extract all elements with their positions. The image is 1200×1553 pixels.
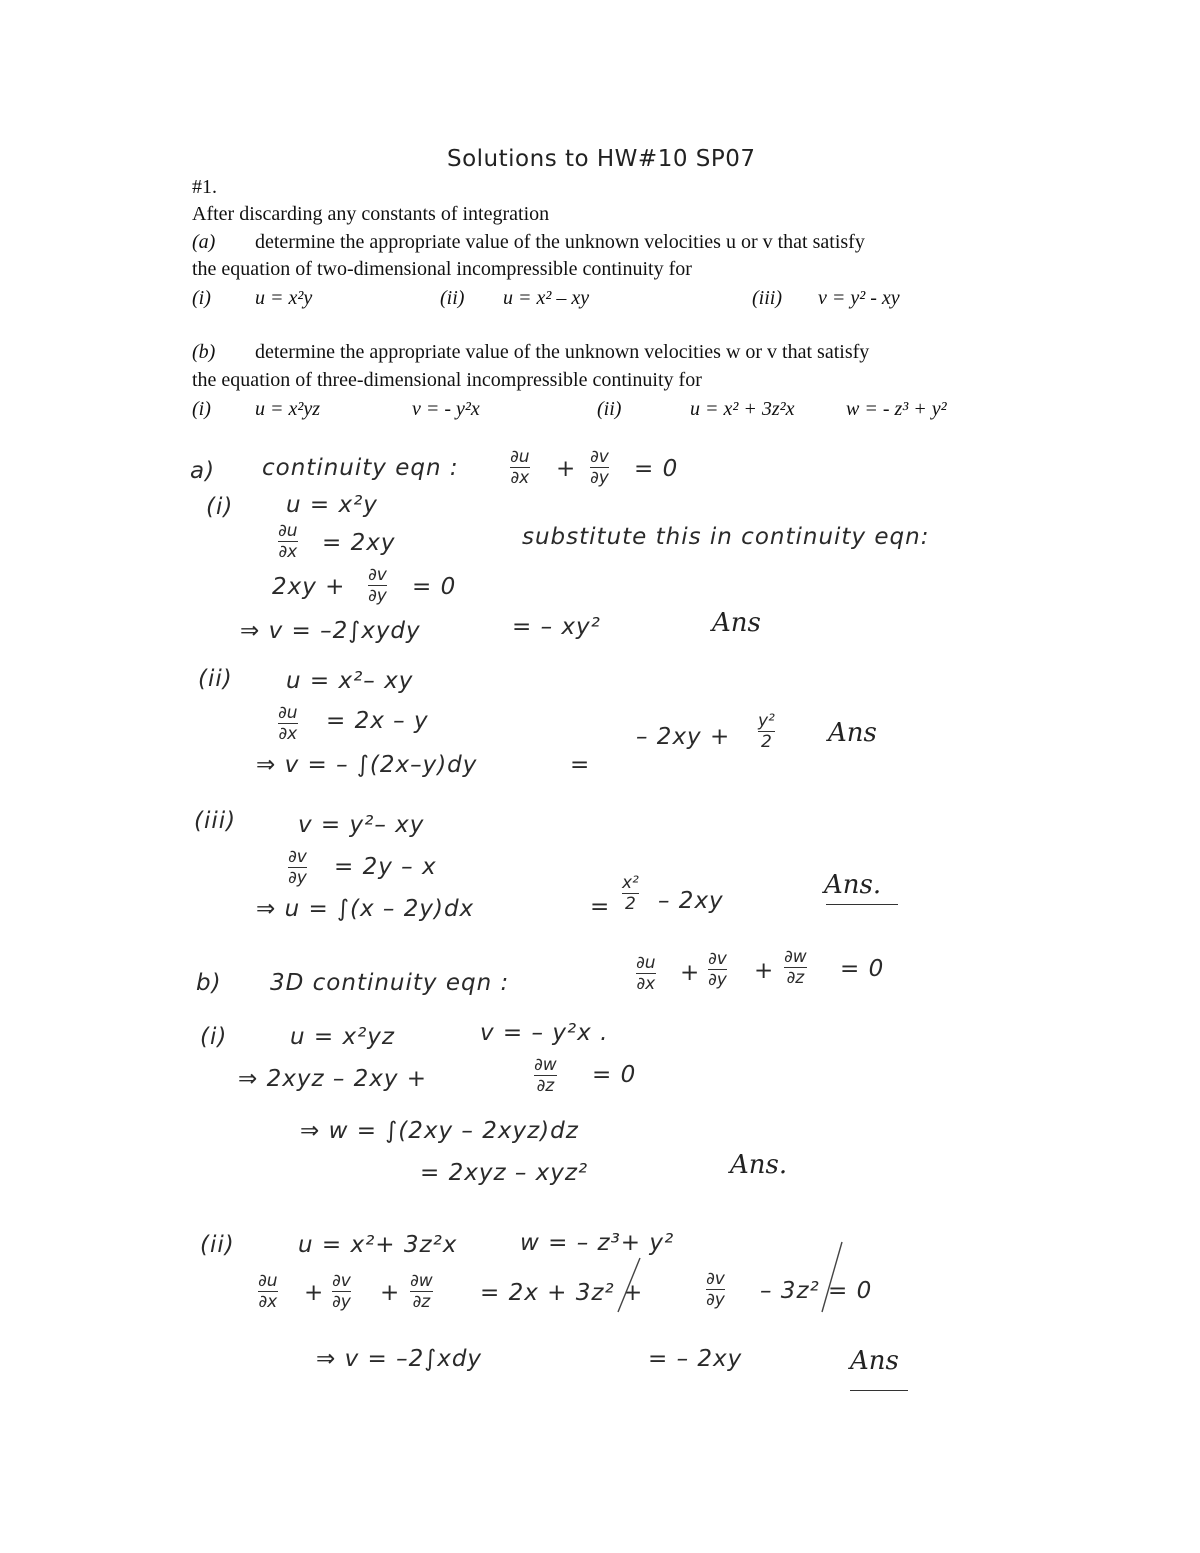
derivative-dv-dy: [332, 1272, 351, 1311]
numerator: ∂v: [332, 1271, 351, 1291]
part-a-ii-label: (ii): [440, 287, 465, 309]
cancel-strike-marks: [600, 1238, 860, 1318]
solution-b-ii-result: = – 2xy: [648, 1346, 743, 1372]
part-b-text-2: the equation of three-dimensional incompressible continuity for: [192, 369, 702, 391]
part-b-label: (b): [192, 341, 216, 363]
solution-a-iii-line3: ⇒ u = ∫(x – 2y)dx: [256, 896, 475, 922]
problem-number: #1.: [192, 176, 217, 198]
denominator: ∂x: [636, 974, 656, 994]
solution-a-iii-line1: v = y²– xy: [298, 812, 425, 838]
solution-a-iii-result: – 2xy: [658, 888, 724, 914]
part-b-i-label: (i): [192, 398, 211, 420]
solution-a-label: a): [190, 458, 216, 484]
solution-b-ii-tail: – 3z² = 0: [760, 1278, 873, 1304]
plus-sign: +: [754, 958, 775, 984]
solution-a-ii-result: – 2xy +: [636, 724, 731, 750]
answer-mark: Ans: [712, 608, 761, 638]
derivative-du-dx: [278, 522, 298, 561]
denominator: ∂y: [590, 468, 609, 488]
solution-a-iii-label: (iii): [194, 808, 237, 834]
solution-b-i-u: u = x²yz: [290, 1024, 395, 1050]
numerator: y²: [758, 711, 775, 731]
answer-mark: Ans: [828, 718, 877, 748]
solution-a-i-line3b: = 0: [412, 574, 457, 600]
numerator: x²: [622, 873, 639, 893]
plus-sign: +: [304, 1280, 325, 1306]
part-b-i-equation-u: u = x²yz: [255, 398, 321, 420]
solution-a-i-line4: ⇒ v = –2∫xydy: [240, 618, 421, 644]
denominator: ∂z: [536, 1076, 555, 1096]
solution-b-ii-label: (ii): [200, 1232, 235, 1258]
equals-sign: =: [570, 752, 591, 778]
numerator: ∂u: [258, 1271, 278, 1291]
derivative-dv-dy: [590, 448, 609, 487]
denominator: ∂x: [278, 724, 298, 744]
denominator: ∂z: [786, 968, 805, 988]
answer-mark: Ans.: [824, 870, 882, 900]
numerator: ∂w: [784, 947, 807, 967]
solution-b-heading: 3D continuity eqn :: [270, 970, 510, 996]
answer-mark: Ans: [850, 1346, 899, 1376]
solution-a-ii-line1: u = x²– xy: [286, 668, 414, 694]
solution-a-heading: continuity eqn :: [262, 455, 459, 481]
solution-b-ii-w: w = – z³+ y²: [520, 1230, 675, 1256]
numerator: ∂u: [636, 953, 656, 973]
fraction-y-squared-over-2: [758, 712, 775, 751]
part-b-ii-label: (ii): [597, 398, 622, 420]
part-a-text-2: the equation of two-dimensional incompressible continuity for: [192, 258, 692, 280]
solution-b-i-line2-rhs: = 0: [592, 1062, 637, 1088]
derivative-du-dx: [510, 448, 530, 487]
solution-a-i-note: substitute this in continuity eqn:: [522, 524, 930, 550]
solution-b-i-v: v = – y²x .: [480, 1020, 609, 1046]
numerator: ∂u: [278, 703, 298, 723]
problem-intro: After discarding any constants of integration: [192, 203, 550, 225]
part-a-iii-label: (iii): [752, 287, 782, 309]
solution-a-i-line3a: 2xy +: [272, 574, 346, 600]
plus-sign: +: [556, 456, 577, 482]
derivative-dw-dz: [410, 1272, 433, 1311]
denominator: 2: [625, 894, 636, 914]
derivative-dv-dy: [368, 566, 387, 605]
denominator: ∂y: [368, 586, 387, 606]
part-b-ii-equation-w: w = - z³ + y²: [846, 398, 947, 420]
numerator: ∂v: [706, 1269, 725, 1289]
part-a-text: determine the appropriate value of the unknown velocities u or v that satisfy: [255, 231, 865, 253]
solution-a-i-line2: = 2xy: [322, 530, 396, 556]
solution-a-i-label: (i): [206, 494, 234, 520]
solution-b-ii-middle: = 2x + 3z² +: [480, 1280, 644, 1306]
solution-a-i-result: = – xy²: [512, 614, 601, 640]
numerator: ∂v: [288, 847, 307, 867]
part-a-ii-equation: u = x² – xy: [503, 287, 590, 309]
fraction-x-squared-over-2: [622, 874, 639, 913]
solution-b-i-label: (i): [200, 1024, 228, 1050]
denominator: ∂x: [258, 1292, 278, 1312]
equals-zero: = 0: [840, 956, 885, 982]
derivative-dv-dy: [288, 848, 307, 887]
derivative-du-dx: [278, 704, 298, 743]
numerator: ∂u: [278, 521, 298, 541]
equals-zero: = 0: [634, 456, 679, 482]
solution-b-i-line2: ⇒ 2xyz – 2xy +: [238, 1066, 428, 1092]
answer-underline: [850, 1390, 908, 1391]
solution-a-i-line1: u = x²y: [286, 492, 378, 518]
equals-sign: =: [590, 894, 611, 920]
denominator: ∂y: [332, 1292, 351, 1312]
solution-b-i-line4: = 2xyz – xyz²: [420, 1160, 589, 1186]
solution-b-ii-line3: ⇒ v = –2∫xdy: [316, 1346, 483, 1372]
numerator: ∂v: [590, 447, 609, 467]
derivative-du-dx: [258, 1272, 278, 1311]
answer-underline: [826, 904, 898, 905]
denominator: ∂x: [510, 468, 530, 488]
part-a-i-equation: u = x²y: [255, 287, 313, 309]
numerator: ∂u: [510, 447, 530, 467]
solution-a-iii-line2: = 2y – x: [334, 854, 437, 880]
part-a-label: (a): [192, 231, 216, 253]
numerator: ∂w: [410, 1271, 433, 1291]
page-title: Solutions to HW#10 SP07: [447, 146, 756, 172]
part-a-i-label: (i): [192, 287, 211, 309]
part-b-text: determine the appropriate value of the unknown velocities w or v that satisfy: [255, 341, 870, 363]
solution-a-ii-line3: ⇒ v = – ∫(2x–y)dy: [256, 752, 478, 778]
denominator: ∂y: [288, 868, 307, 888]
solution-b-ii-u: u = x²+ 3z²x: [298, 1232, 458, 1258]
denominator: 2: [761, 732, 772, 752]
denominator: ∂x: [278, 542, 298, 562]
denominator: ∂y: [708, 970, 727, 990]
part-b-ii-equation-u: u = x² + 3z²x: [690, 398, 795, 420]
numerator: ∂v: [368, 565, 387, 585]
plus-sign: +: [380, 1280, 401, 1306]
denominator: ∂y: [706, 1290, 725, 1310]
answer-mark: Ans.: [730, 1150, 788, 1180]
numerator: ∂v: [708, 949, 727, 969]
derivative-dw-dz: [534, 1056, 557, 1095]
numerator: ∂w: [534, 1055, 557, 1075]
part-a-iii-equation: v = y² - xy: [818, 287, 900, 309]
part-b-i-equation-v: v = - y²x: [412, 398, 480, 420]
solution-a-ii-line2: = 2x – y: [326, 708, 429, 734]
solution-b-label: b): [196, 970, 222, 996]
denominator: ∂z: [412, 1292, 431, 1312]
plus-sign: +: [680, 960, 701, 986]
solution-a-ii-label: (ii): [198, 666, 233, 692]
solution-b-i-line3: ⇒ w = ∫(2xy – 2xyz)dz: [300, 1118, 579, 1144]
derivative-dw-dz: [784, 948, 807, 987]
derivative-dv-dy: [708, 950, 727, 989]
derivative-du-dx: [636, 954, 656, 993]
